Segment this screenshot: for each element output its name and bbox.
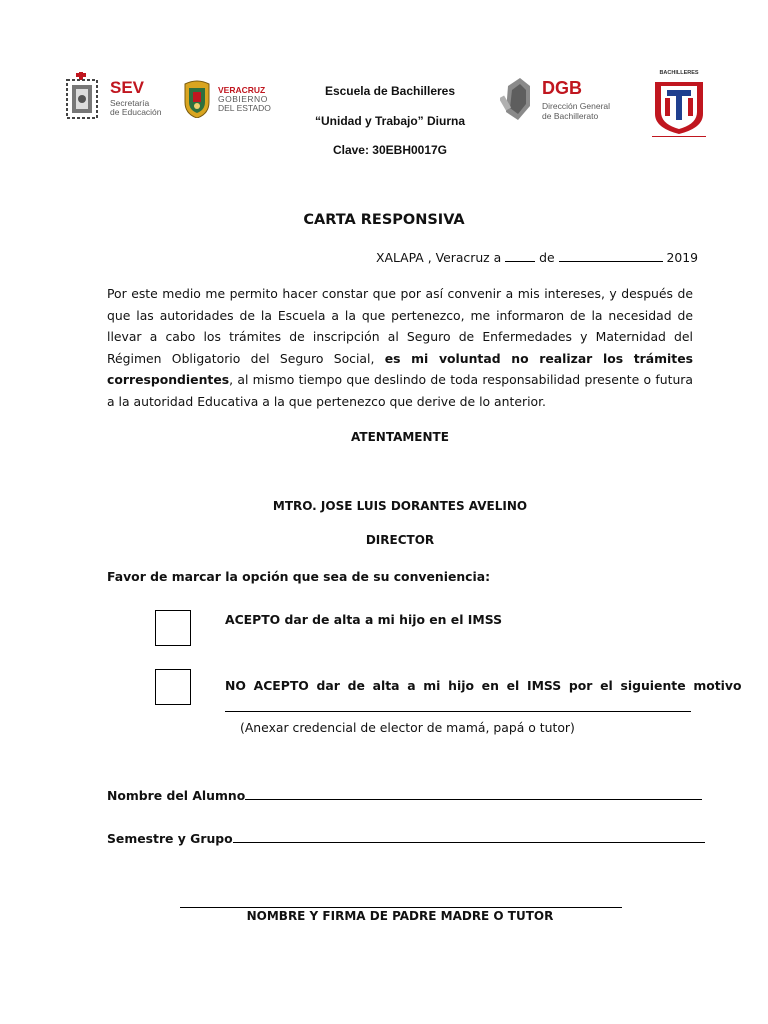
school-badge-logo [648, 70, 710, 140]
date-line [376, 247, 698, 269]
veracruz-line2: GOBIERNO [218, 94, 268, 104]
paragraph-part2: , al mismo tiempo que deslindo de toda responsabilidad presente o futura a la autoridad Educativa a la que pertenezco que derive de lo anterior. [107, 372, 693, 409]
main-paragraph [107, 283, 693, 413]
attach-note: (Anexar credencial de elector de mamá, papá o tutor) [240, 720, 575, 735]
signer-name: MTRO. JOSE LUIS DORANTES AVELINO [272, 499, 528, 513]
sev-logo [62, 72, 172, 122]
student-name-blank[interactable] [245, 785, 702, 800]
sev-title: SEV [110, 78, 145, 97]
veracruz-line1: VERACRUZ [218, 85, 266, 95]
decline-checkbox[interactable] [155, 669, 191, 705]
accept-label: ACEPTO dar de alta a mi hijo en el IMSS [225, 612, 502, 627]
school-badge-icon [651, 78, 707, 136]
document-title: CARTA RESPONSIVA [303, 212, 465, 228]
dgb-logo [500, 76, 625, 126]
dgb-line2: de Bachillerato [542, 111, 599, 121]
closing: ATENTAMENTE [351, 430, 449, 444]
school-badge-top-text: BACHILLERES [659, 70, 699, 76]
school-badge-underline [652, 136, 706, 137]
month-blank[interactable] [559, 261, 663, 262]
veracruz-map-emblem-icon [62, 72, 102, 122]
instruction: Favor de marcar la opción que sea de su conveniencia: [107, 569, 491, 584]
dgb-emblem-icon [500, 76, 534, 122]
dgb-title: DGB [542, 78, 582, 98]
student-name-field [107, 785, 702, 807]
group-blank[interactable] [233, 828, 705, 843]
group-field [107, 828, 705, 850]
group-label: Semestre y Grupo [107, 831, 233, 846]
paragraph-bold: es mi voluntad no realizar los trámites correspondientes [107, 350, 693, 388]
date-year: 2019 [666, 250, 699, 265]
decline-label: NO ACEPTO dar de alta a mi hijo en el IMSS por el siguiente motivo [225, 678, 742, 693]
day-blank[interactable] [505, 261, 535, 262]
reason-blank[interactable] [225, 697, 691, 712]
school-name: Escuela de Bachilleres [324, 84, 456, 98]
signer-role: DIRECTOR [365, 533, 435, 547]
paragraph-part1: Por este medio me permito hacer constar que por así convenir a mis intereses, y después de que las autoridades de la Escuela a la que pertenezco, me informaron de la necesidad de llevar a cabo los trámites de inscripción al Seguro de Enfermedades y Maternidad del Régimen Obligatorio del Seguro Social, [107, 286, 693, 366]
veracruz-logo [182, 78, 282, 120]
school-shift: “Unidad y Trabajo” Diurna [314, 114, 466, 128]
date-city: XALAPA , Veracruz a [376, 250, 502, 265]
school-clave: Clave: 30EBH0017G [332, 143, 448, 157]
student-name-label: Nombre del Alumno [107, 788, 246, 803]
veracruz-line3: DEL ESTADO [218, 103, 271, 113]
accept-checkbox[interactable] [155, 610, 191, 646]
veracruz-coat-of-arms-icon [182, 78, 212, 118]
dgb-line1: Dirección General [542, 101, 611, 111]
sev-line2: de Educación [110, 107, 162, 117]
date-de: de [539, 250, 555, 265]
signature-label: NOMBRE Y FIRMA DE PADRE MADRE O TUTOR [246, 909, 554, 923]
sev-line1: Secretaría [110, 98, 150, 108]
